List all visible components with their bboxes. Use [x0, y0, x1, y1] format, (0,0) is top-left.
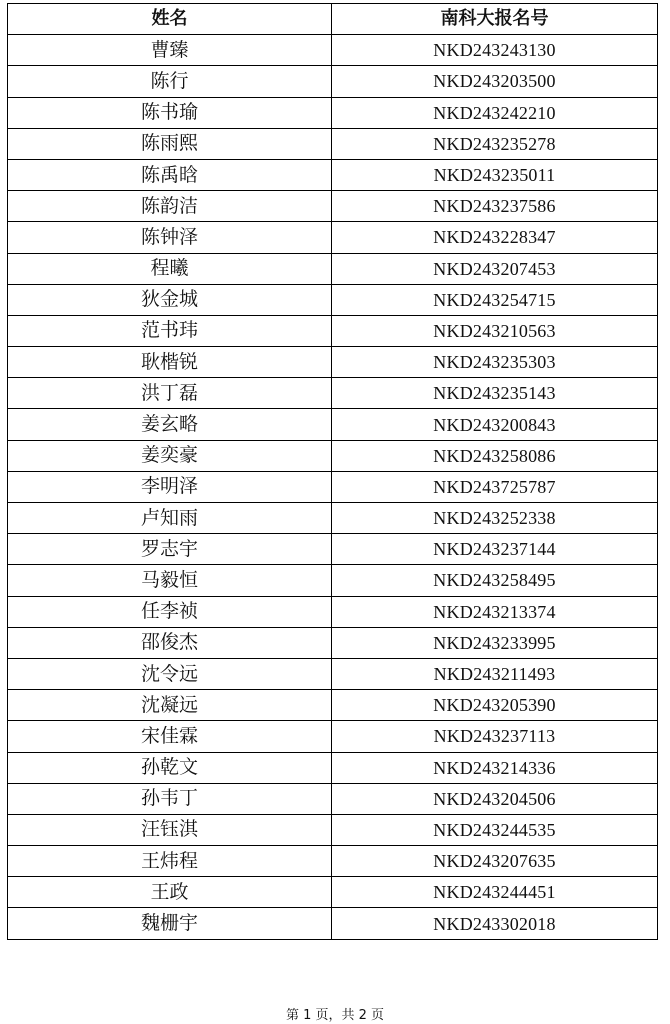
registration-id-cell: NKD243211493 [332, 658, 658, 689]
student-name-cell: 陈书瑜 [8, 97, 332, 128]
table-row [8, 627, 658, 658]
registration-id-cell: NKD243207635 [332, 846, 658, 877]
registration-id-cell: NKD243233995 [332, 627, 658, 658]
registration-id-cell: NKD243204506 [332, 783, 658, 814]
registration-id-cell: NKD243237144 [332, 534, 658, 565]
registration-id-cell: NKD243252338 [332, 503, 658, 534]
table-row [8, 658, 658, 689]
student-name-cell: 王政 [8, 877, 332, 908]
registration-id-cell: NKD243244451 [332, 877, 658, 908]
table-row [8, 908, 658, 939]
student-name-cell: 宋佳霖 [8, 721, 332, 752]
student-name-cell: 李明泽 [8, 471, 332, 502]
registration-id-cell: NKD243205390 [332, 690, 658, 721]
table-row [8, 877, 658, 908]
student-name-cell: 姜奕豪 [8, 440, 332, 471]
student-name-cell: 马毅恒 [8, 565, 332, 596]
table-row [8, 159, 658, 190]
student-name-cell: 陈禹晗 [8, 159, 332, 190]
student-name-cell: 姜玄略 [8, 409, 332, 440]
registration-id-cell: NKD243237113 [332, 721, 658, 752]
table-row [8, 783, 658, 814]
table-row [8, 440, 658, 471]
table-row [8, 690, 658, 721]
student-name-cell: 罗志宇 [8, 534, 332, 565]
registration-id-cell: NKD243235303 [332, 347, 658, 378]
student-name-cell: 陈钟泽 [8, 222, 332, 253]
student-name-cell: 耿楷锐 [8, 347, 332, 378]
student-name-cell: 沈令远 [8, 658, 332, 689]
table-header-row [8, 4, 658, 35]
student-name-cell: 汪钰淇 [8, 814, 332, 845]
table-row [8, 97, 658, 128]
page-number-footer: 第 1 页，共 2 页 [285, 1008, 385, 1023]
student-name-cell: 任李祯 [8, 596, 332, 627]
registration-id-cell: NKD243213374 [332, 596, 658, 627]
table-row [8, 814, 658, 845]
table-row [8, 565, 658, 596]
registration-id-cell: NKD243210563 [332, 315, 658, 346]
table-row [8, 846, 658, 877]
name-column-header: 姓名 [8, 4, 332, 35]
student-name-cell: 王炜程 [8, 846, 332, 877]
student-name-cell: 程曦 [8, 253, 332, 284]
registration-id-cell: NKD243235011 [332, 159, 658, 190]
student-name-cell: 孙乾文 [8, 752, 332, 783]
registration-id-cell: NKD243228347 [332, 222, 658, 253]
table-row [8, 378, 658, 409]
table-row [8, 253, 658, 284]
table-row [8, 35, 658, 66]
student-name-cell: 洪丁磊 [8, 378, 332, 409]
table-row [8, 66, 658, 97]
table-row [8, 752, 658, 783]
table-row [8, 471, 658, 502]
student-name-cell: 魏栅宇 [8, 908, 332, 939]
registration-id-cell: NKD243258086 [332, 440, 658, 471]
student-name-cell: 范书玮 [8, 315, 332, 346]
registration-id-cell: NKD243203500 [332, 66, 658, 97]
registration-id-cell: NKD243302018 [332, 908, 658, 939]
student-name-cell: 沈凝远 [8, 690, 332, 721]
registration-id-cell: NKD243258495 [332, 565, 658, 596]
registration-table [7, 3, 658, 940]
registration-id-cell: NKD243725787 [332, 471, 658, 502]
table-row [8, 222, 658, 253]
student-name-cell: 狄金城 [8, 284, 332, 315]
table-row [8, 503, 658, 534]
student-name-cell: 曹臻 [8, 35, 332, 66]
registration-id-cell: NKD243235278 [332, 128, 658, 159]
student-name-cell: 卢知雨 [8, 503, 332, 534]
registration-id-cell: NKD243243130 [332, 35, 658, 66]
table-row [8, 721, 658, 752]
registration-id-cell: NKD243235143 [332, 378, 658, 409]
student-name-cell: 陈行 [8, 66, 332, 97]
registration-id-column-header: 南科大报名号 [332, 4, 658, 35]
registration-id-cell: NKD243242210 [332, 97, 658, 128]
table-row [8, 284, 658, 315]
registration-id-cell: NKD243237586 [332, 191, 658, 222]
table-row [8, 347, 658, 378]
table-row [8, 128, 658, 159]
registration-id-cell: NKD243207453 [332, 253, 658, 284]
student-name-cell: 孙韦丁 [8, 783, 332, 814]
table-row [8, 191, 658, 222]
table-row [8, 534, 658, 565]
registration-id-cell: NKD243200843 [332, 409, 658, 440]
registration-id-cell: NKD243214336 [332, 752, 658, 783]
student-name-cell: 邵俊杰 [8, 627, 332, 658]
student-name-cell: 陈韵洁 [8, 191, 332, 222]
table-row [8, 409, 658, 440]
table-row [8, 596, 658, 627]
student-name-cell: 陈雨熙 [8, 128, 332, 159]
registration-id-cell: NKD243244535 [332, 814, 658, 845]
table-row [8, 315, 658, 346]
registration-id-cell: NKD243254715 [332, 284, 658, 315]
table-body [8, 35, 658, 939]
